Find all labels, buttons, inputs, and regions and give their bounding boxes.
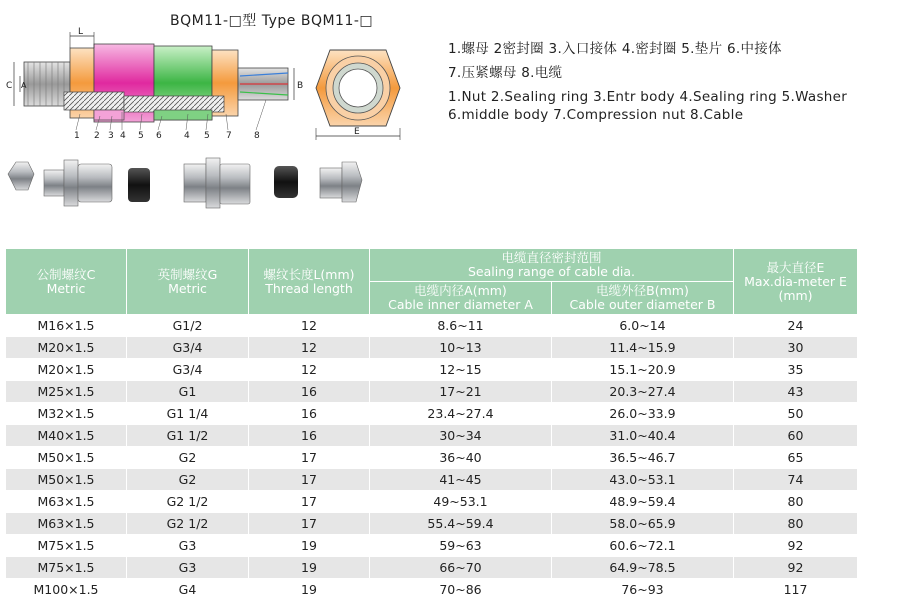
table-row: [6, 425, 858, 447]
header-imperial-g-en: Metric: [168, 280, 207, 296]
inner-diameter-cell: 66~70: [370, 557, 552, 579]
header-max-diameter-unit: (mm): [778, 287, 813, 303]
max-diameter-cell: 43: [734, 381, 858, 403]
outer-diameter-cell: 20.3~27.4: [552, 381, 734, 403]
imperial-thread-cell: G1 1/4: [127, 403, 249, 425]
thread-length-cell: 16: [249, 381, 370, 403]
inner-diameter-cell: 59~63: [370, 535, 552, 557]
dimension-L-label: L: [78, 27, 84, 37]
header-sealing-range-cn: 电缆直径密封范围: [501, 250, 602, 265]
inner-diameter-cell: 10~13: [370, 337, 552, 359]
max-diameter-cell: 60: [734, 425, 858, 447]
table-row: [6, 535, 858, 557]
thread-length-cell: 12: [249, 359, 370, 381]
parts-legend: [448, 40, 888, 124]
compression-nut-photo: [320, 162, 362, 202]
nut-photo: [8, 162, 34, 190]
specification-table-body: [6, 315, 858, 601]
thread-length-cell: 17: [249, 513, 370, 535]
table-row: [6, 491, 858, 513]
header-outer-diameter-cn: 电缆外径B(mm): [596, 283, 689, 298]
part-number-label: 3: [108, 131, 114, 141]
legend-en-line: 6.middle body 7.Compression nut 8.Cable: [448, 107, 744, 123]
header-max-diameter: [734, 249, 858, 315]
header-max-diameter-en: Max.dia-meter E: [744, 273, 847, 289]
legend-cn-line: 1.螺母 2密封圈 3.入口接体 4.密封圈 5.垫片 6.中接体: [448, 41, 782, 57]
thread-length-cell: 17: [249, 491, 370, 513]
header-imperial-g-cn: 英制螺纹G: [157, 266, 218, 282]
header-thread-length-en: Thread length: [265, 280, 353, 296]
sealing-ring-photo: [128, 168, 150, 202]
header-inner-diameter-en: Cable inner diameter A: [388, 297, 533, 312]
header-sealing-range: [370, 249, 734, 282]
metric-thread-cell: M40×1.5: [6, 425, 127, 447]
part-number-label: 8: [254, 131, 260, 141]
thread-length-cell: 12: [249, 337, 370, 359]
header-inner-diameter-cn: 电缆内径A(mm): [414, 283, 507, 298]
inner-diameter-cell: 49~53.1: [370, 491, 552, 513]
imperial-thread-cell: G3: [127, 535, 249, 557]
metric-thread-cell: M75×1.5: [6, 557, 127, 579]
max-diameter-cell: 50: [734, 403, 858, 425]
thread-length-cell: 19: [249, 535, 370, 557]
metric-thread-cell: M25×1.5: [6, 381, 127, 403]
dimension-A-label: A: [21, 81, 27, 90]
inner-diameter-cell: 12~15: [370, 359, 552, 381]
max-diameter-cell: 35: [734, 359, 858, 381]
header-metric-c-en: Metric: [46, 280, 86, 296]
metric-thread-cell: M100×1.5: [6, 579, 127, 601]
max-diameter-cell: 92: [734, 557, 858, 579]
outer-diameter-cell: 15.1~20.9: [552, 359, 734, 381]
imperial-thread-cell: G2: [127, 469, 249, 491]
header-metric-c-cn: 公制螺纹C: [36, 266, 96, 282]
outer-diameter-cell: 60.6~72.1: [552, 535, 734, 557]
outer-diameter-cell: 6.0~14: [552, 315, 734, 337]
outer-diameter-cell: 43.0~53.1: [552, 469, 734, 491]
thread-length-cell: 16: [249, 403, 370, 425]
max-diameter-cell: 24: [734, 315, 858, 337]
max-diameter-cell: 74: [734, 469, 858, 491]
part-number-label: 1: [74, 131, 80, 141]
imperial-thread-cell: G1 1/2: [127, 425, 249, 447]
imperial-thread-cell: G1/2: [127, 315, 249, 337]
inner-diameter-cell: 55.4~59.4: [370, 513, 552, 535]
metric-thread-cell: M16×1.5: [6, 315, 127, 337]
header-inner-diameter: [370, 282, 552, 315]
imperial-thread-cell: G2 1/2: [127, 491, 249, 513]
table-row: [6, 337, 858, 359]
thread-length-cell: 17: [249, 447, 370, 469]
inner-diameter-cell: 36~40: [370, 447, 552, 469]
page-title: BQM11-□型 Type BQM11-□: [170, 13, 374, 29]
metric-thread-cell: M63×1.5: [6, 491, 127, 513]
part-number-label: 7: [226, 131, 232, 141]
table-row: [6, 381, 858, 403]
metric-thread-cell: M32×1.5: [6, 403, 127, 425]
header-max-diameter-cn: 最大直径E: [766, 259, 825, 275]
header-outer-diameter: [552, 282, 734, 315]
dimension-B-label: B: [297, 81, 304, 91]
part-number-label: 5: [138, 131, 144, 141]
imperial-thread-cell: G1: [127, 381, 249, 403]
part-number-label: 5: [204, 131, 210, 141]
metric-thread-cell: M20×1.5: [6, 359, 127, 381]
outer-diameter-cell: 64.9~78.5: [552, 557, 734, 579]
table-row: [6, 359, 858, 381]
table-row: [6, 513, 858, 535]
inner-diameter-cell: 8.6~11: [370, 315, 552, 337]
max-diameter-cell: 80: [734, 491, 858, 513]
max-diameter-cell: 30: [734, 337, 858, 359]
entry-body-photo: [44, 160, 112, 206]
thread-length-cell: 12: [249, 315, 370, 337]
thread-length-cell: 19: [249, 557, 370, 579]
thread-length-cell: 16: [249, 425, 370, 447]
metric-thread-cell: M63×1.5: [6, 513, 127, 535]
specification-table: [5, 248, 858, 601]
outer-diameter-cell: 26.0~33.9: [552, 403, 734, 425]
outer-diameter-cell: 48.9~59.4: [552, 491, 734, 513]
metric-thread-cell: M75×1.5: [6, 535, 127, 557]
dimension-C-label: C: [6, 81, 13, 91]
max-diameter-cell: 117: [734, 579, 858, 601]
header-imperial-g: [127, 249, 249, 315]
imperial-thread-cell: G3/4: [127, 337, 249, 359]
outer-diameter-cell: 58.0~65.9: [552, 513, 734, 535]
end-view-hex-nut: [316, 50, 400, 126]
header-sealing-range-en: Sealing range of cable dia.: [467, 264, 636, 279]
outer-diameter-cell: 36.5~46.7: [552, 447, 734, 469]
table-row: [6, 469, 858, 491]
max-diameter-cell: 92: [734, 535, 858, 557]
washer-photo: [274, 166, 298, 198]
header-outer-diameter-en: Cable outer diameter B: [569, 297, 716, 312]
thread-length-cell: 19: [249, 579, 370, 601]
imperial-thread-cell: G4: [127, 579, 249, 601]
table-row: [6, 447, 858, 469]
metric-thread-cell: M50×1.5: [6, 469, 127, 491]
outer-diameter-cell: 11.4~15.9: [552, 337, 734, 359]
max-diameter-cell: 65: [734, 447, 858, 469]
table-row: [6, 403, 858, 425]
part-number-label: 4: [184, 131, 190, 141]
header-thread-length-cn: 螺纹长度L(mm): [263, 266, 355, 282]
metric-thread-cell: M50×1.5: [6, 447, 127, 469]
metric-thread-cell: M20×1.5: [6, 337, 127, 359]
part-number-label: 2: [94, 131, 100, 141]
imperial-thread-cell: G3: [127, 557, 249, 579]
part-number-label: 4: [120, 131, 126, 141]
inner-diameter-cell: 41~45: [370, 469, 552, 491]
inner-diameter-cell: 23.4~27.4: [370, 403, 552, 425]
table-row: [6, 315, 858, 337]
table-row: [6, 579, 858, 601]
component-photos: [4, 150, 384, 216]
inner-diameter-cell: 70~86: [370, 579, 552, 601]
imperial-thread-cell: G2: [127, 447, 249, 469]
legend-cn-line: 7.压紧螺母 8.电缆: [448, 65, 563, 81]
outer-diameter-cell: 76~93: [552, 579, 734, 601]
dimension-E-label: E: [354, 127, 360, 137]
outer-diameter-cell: 31.0~40.4: [552, 425, 734, 447]
imperial-thread-cell: G2 1/2: [127, 513, 249, 535]
max-diameter-cell: 80: [734, 513, 858, 535]
cable-gland-cross-section-diagram: [4, 26, 444, 144]
part-number-label: 6: [156, 131, 162, 141]
imperial-thread-cell: G3/4: [127, 359, 249, 381]
inner-diameter-cell: 17~21: [370, 381, 552, 403]
inner-diameter-cell: 30~34: [370, 425, 552, 447]
thread-length-cell: 17: [249, 469, 370, 491]
legend-en-line: 1.Nut 2.Sealing ring 3.Entr body 4.Sealing ring 5.Washer: [448, 89, 848, 105]
table-row: [6, 557, 858, 579]
middle-body-photo: [184, 158, 250, 208]
header-thread-length: [249, 249, 370, 315]
header-metric-c: [6, 249, 127, 315]
